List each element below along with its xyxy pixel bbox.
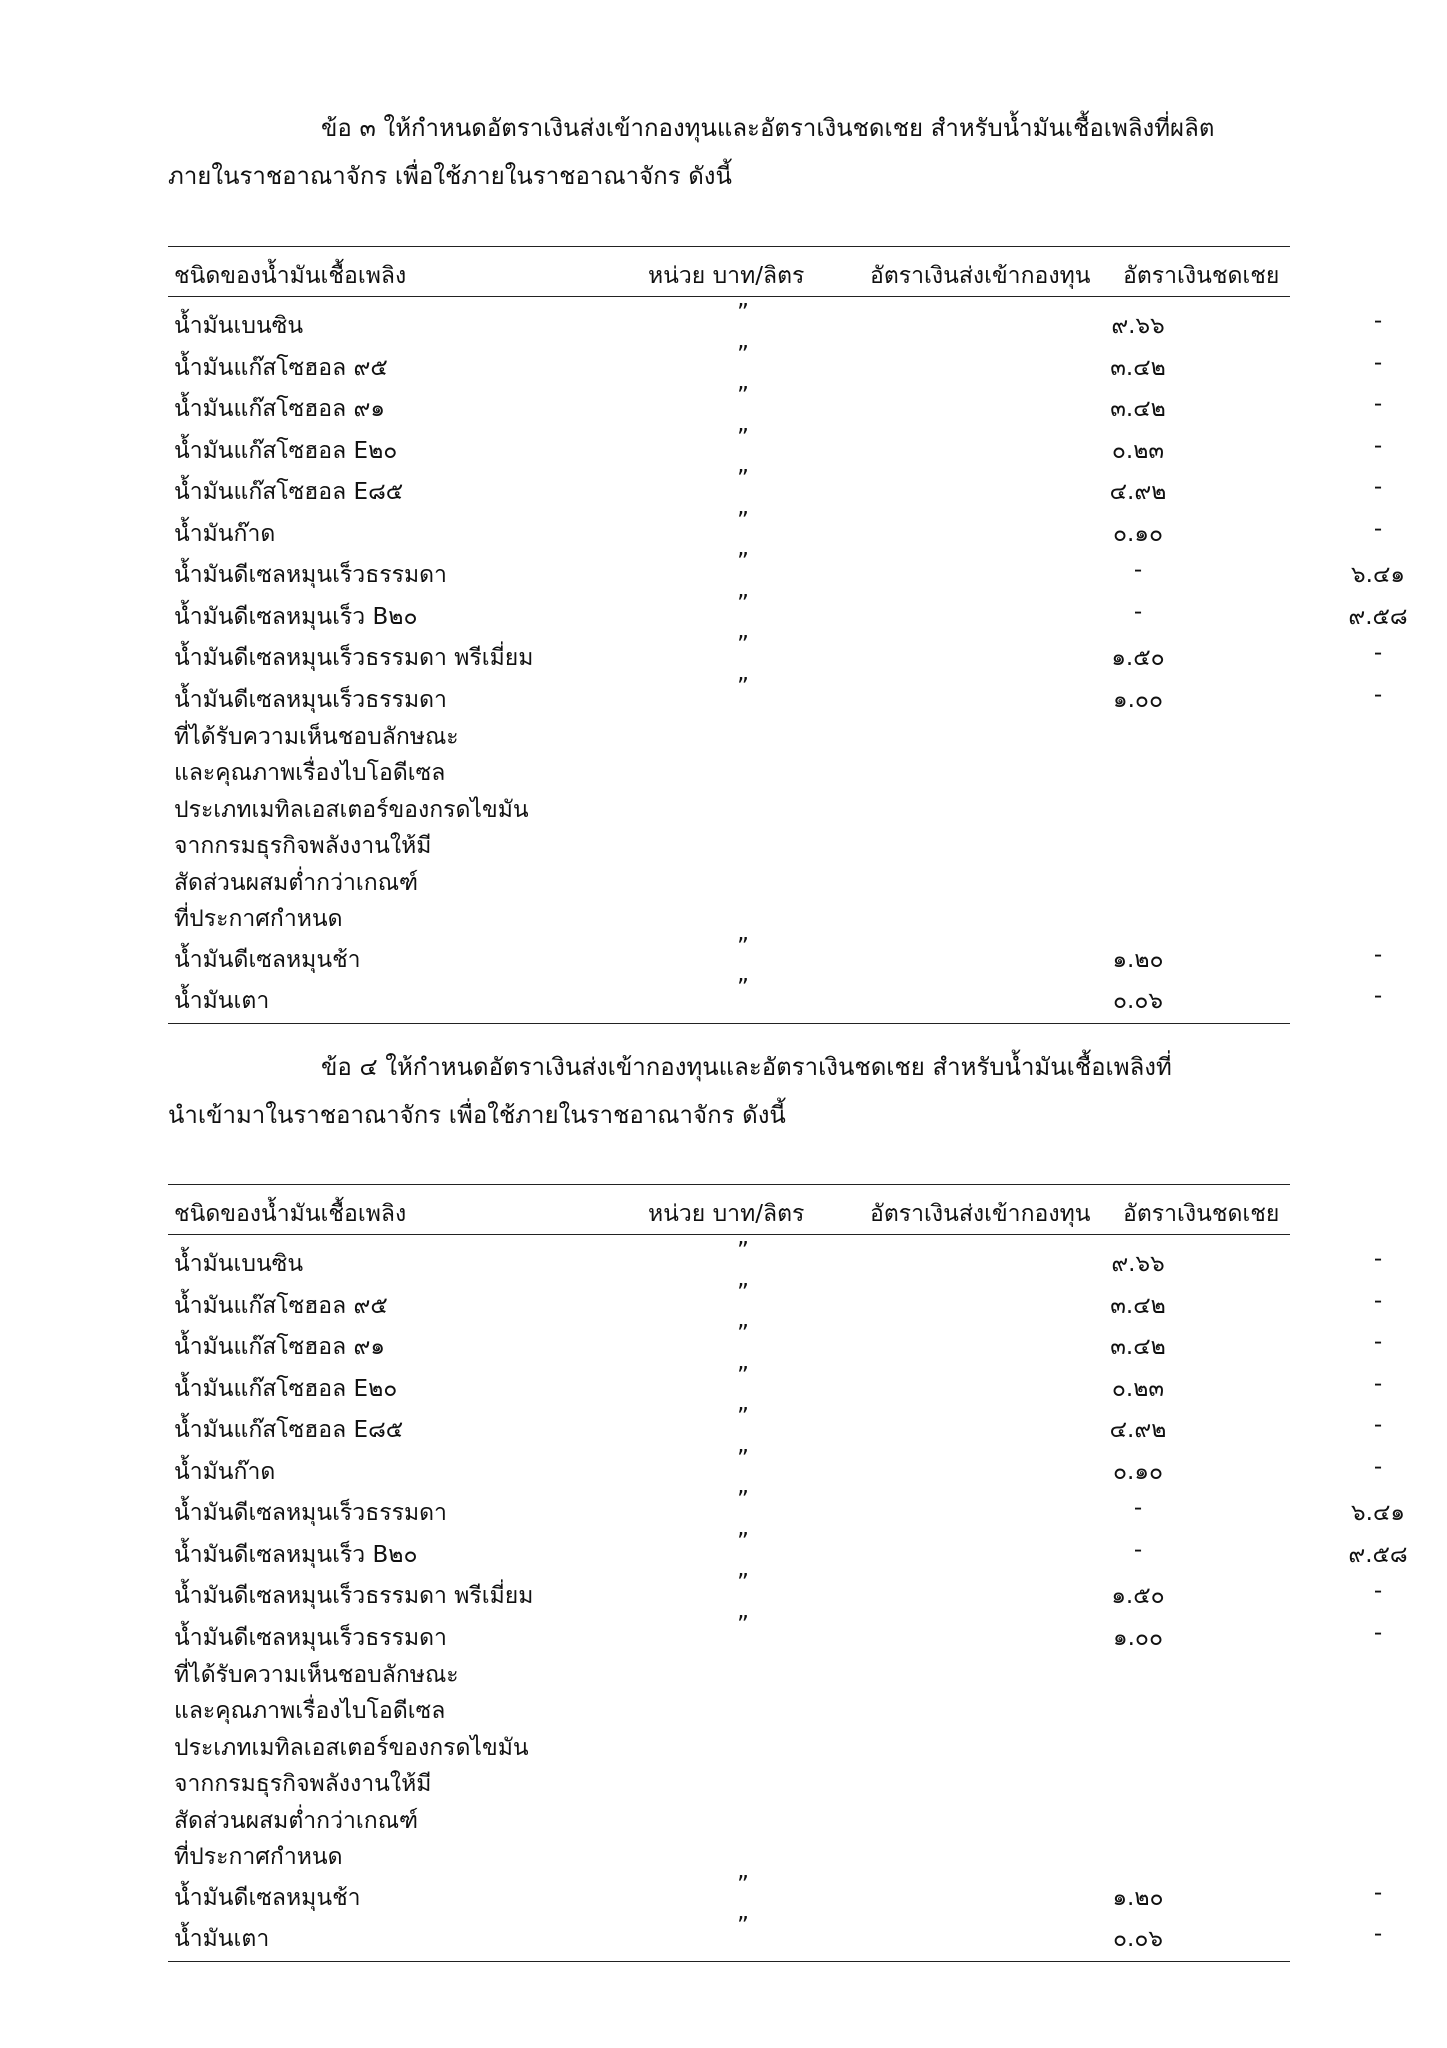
- contribution-rate-value: -: [1133, 1536, 1143, 1563]
- header-fuel-type: ชนิดของน้ำมันเชื้อเพลิง: [174, 263, 407, 289]
- compensation-rate-value: ๖.๔๑: [1351, 1500, 1405, 1526]
- contribution-rate-value: ๑.๐๐: [1113, 686, 1163, 713]
- header-compensation-rate: อัตราเงินชดเชย: [1123, 263, 1280, 289]
- fuel-name: น้ำมันดีเซลหมุนเร็ว B๒๐: [174, 603, 418, 630]
- unit-ditto-mark: ”: [737, 933, 749, 960]
- compensation-rate-value: -: [1373, 681, 1383, 708]
- compensation-rate-value: -: [1373, 1370, 1383, 1397]
- contribution-rate-value: ๓.๔๒: [1110, 1334, 1166, 1360]
- section-1-paragraph-line-1: ข้อ ๓ ให้กำหนดอัตราเงินส่งเข้ากองทุนและอัตราเงินชดเชย สำหรับน้ำมันเชื้อเพลิงที่ผลิต: [321, 114, 1215, 142]
- header-contribution-rate: อัตราเงินส่งเข้ากองทุน: [870, 1201, 1091, 1227]
- header-fuel-type: ชนิดของน้ำมันเชื้อเพลิง: [174, 1201, 407, 1227]
- fuel-name: น้ำมันดีเซลหมุนเร็วธรรมดา: [174, 562, 447, 588]
- unit-ditto-mark: ”: [737, 1570, 749, 1596]
- compensation-rate-value: -: [1373, 1246, 1383, 1272]
- unit-ditto-mark: ”: [737, 975, 749, 1001]
- contribution-rate-value: ๙.๖๖: [1111, 313, 1165, 339]
- unit-ditto-mark: ”: [737, 341, 749, 368]
- fuel-name-continuation: สัดส่วนผสมต่ำกว่าเกณฑ์: [174, 1807, 419, 1834]
- contribution-rate-value: -: [1133, 598, 1143, 625]
- unit-ditto-mark: ”: [737, 1404, 749, 1430]
- compensation-rate-value: ๖.๔๑: [1351, 562, 1405, 588]
- unit-ditto-mark: ”: [737, 1871, 749, 1898]
- fuel-name-continuation: ที่ประกาศกำหนด: [174, 1844, 343, 1870]
- fuel-name: น้ำมันดีเซลหมุนเร็วธรรมดา: [174, 1624, 447, 1651]
- compensation-rate-value: -: [1373, 1619, 1383, 1646]
- compensation-rate-value: -: [1373, 1578, 1383, 1604]
- fuel-name: น้ำมันดีเซลหมุนเร็วธรรมดา พรีเมี่ยม: [174, 645, 534, 671]
- fuel-name-continuation: จากกรมธุรกิจพลังงานให้มี: [174, 1771, 432, 1797]
- fuel-name: น้ำมันแก๊สโซฮอล ๙๑: [174, 1334, 385, 1360]
- contribution-rate-value: ๓.๔๒: [1110, 396, 1166, 422]
- fuel-name: น้ำมันแก๊สโซฮอล ๙๑: [174, 396, 385, 422]
- section-2-paragraph-line-1: ข้อ ๔ ให้กำหนดอัตราเงินส่งเข้ากองทุนและอัตราเงินชดเชย สำหรับน้ำมันเชื้อเพลิงที่: [321, 1053, 1172, 1081]
- compensation-rate-value: -: [1373, 1921, 1383, 1947]
- unit-ditto-mark: ”: [737, 1528, 749, 1555]
- table-top-rule: [168, 246, 1290, 247]
- unit-ditto-mark: ”: [737, 300, 749, 326]
- contribution-rate-value: ๐.๒๓: [1111, 1375, 1165, 1402]
- compensation-rate-value: -: [1373, 1329, 1383, 1355]
- header-compensation-rate: อัตราเงินชดเชย: [1123, 1201, 1280, 1227]
- fuel-name: น้ำมันแก๊สโซฮอล E๒๐: [174, 1375, 398, 1402]
- fuel-name-continuation: ประเภทเมทิลเอสเตอร์ของกรดไขมัน: [174, 1734, 529, 1761]
- compensation-rate-value: -: [1373, 941, 1383, 968]
- contribution-rate-value: ๑.๕๐: [1111, 1583, 1165, 1609]
- table-top-rule: [168, 1184, 1290, 1185]
- fuel-name-continuation: และคุณภาพเรื่องไบโอดีเซล: [174, 1698, 446, 1724]
- contribution-rate-value: ๓.๔๒: [1110, 354, 1166, 381]
- fuel-name-continuation: สัดส่วนผสมต่ำกว่าเกณฑ์: [174, 869, 419, 896]
- contribution-rate-value: ๐.๐๖: [1113, 1926, 1163, 1952]
- contribution-rate-value: ๑.๕๐: [1111, 645, 1165, 671]
- header-unit: หน่วย บาท/ลิตร: [648, 1201, 805, 1227]
- fuel-name-continuation: ประเภทเมทิลเอสเตอร์ของกรดไขมัน: [174, 796, 529, 823]
- compensation-rate-value: -: [1373, 1287, 1383, 1314]
- contribution-rate-value: ๔.๙๒: [1109, 1417, 1167, 1443]
- fuel-name: น้ำมันแก๊สโซฮอล ๙๕: [174, 354, 388, 381]
- fuel-name-continuation: ที่ประกาศกำหนด: [174, 906, 343, 932]
- unit-ditto-mark: ”: [737, 1321, 749, 1347]
- contribution-rate-value: -: [1133, 1495, 1143, 1521]
- unit-ditto-mark: ”: [737, 590, 749, 617]
- compensation-rate-value: -: [1373, 432, 1383, 459]
- unit-ditto-mark: ”: [737, 466, 749, 492]
- fuel-name: น้ำมันแก๊สโซฮอล ๙๕: [174, 1292, 388, 1319]
- unit-ditto-mark: ”: [737, 1487, 749, 1513]
- fuel-name: น้ำมันดีเซลหมุนเร็ว B๒๐: [174, 1541, 418, 1568]
- fuel-name: น้ำมันก๊าด: [174, 520, 276, 547]
- fuel-name: น้ำมันดีเซลหมุนเร็วธรรมดา: [174, 1500, 447, 1526]
- unit-ditto-mark: ”: [737, 1611, 749, 1638]
- contribution-rate-value: ๓.๔๒: [1110, 1292, 1166, 1319]
- fuel-name: น้ำมันดีเซลหมุนเร็วธรรมดา: [174, 686, 447, 713]
- unit-ditto-mark: ”: [737, 1913, 749, 1939]
- unit-ditto-mark: ”: [737, 383, 749, 409]
- fuel-name: น้ำมันดีเซลหมุนช้า: [174, 1884, 361, 1911]
- fuel-name: น้ำมันก๊าด: [174, 1458, 276, 1485]
- contribution-rate-value: ๐.๒๓: [1111, 437, 1165, 464]
- compensation-rate-value: ๙.๕๘: [1348, 603, 1408, 630]
- fuel-name: น้ำมันแก๊สโซฮอล E๘๕: [174, 1417, 404, 1443]
- contribution-rate-value: ๑.๒๐: [1112, 946, 1164, 973]
- fuel-name: น้ำมันแก๊สโซฮอล E๒๐: [174, 437, 398, 464]
- contribution-rate-value: ๐.๑๐: [1113, 1458, 1163, 1485]
- header-contribution-rate: อัตราเงินส่งเข้ากองทุน: [870, 263, 1091, 289]
- fuel-name-continuation: และคุณภาพเรื่องไบโอดีเซล: [174, 760, 446, 786]
- compensation-rate-value: -: [1373, 391, 1383, 417]
- fuel-name-continuation: ที่ได้รับความเห็นชอบลักษณะ: [174, 723, 459, 750]
- unit-ditto-mark: ”: [737, 632, 749, 658]
- contribution-rate-value: ๔.๙๒: [1109, 479, 1167, 505]
- unit-ditto-mark: ”: [737, 549, 749, 575]
- header-rule: [168, 296, 1290, 297]
- unit-ditto-mark: ”: [737, 1445, 749, 1472]
- fuel-name: น้ำมันเตา: [174, 1926, 270, 1952]
- unit-ditto-mark: ”: [737, 1238, 749, 1264]
- compensation-rate-value: -: [1373, 1879, 1383, 1906]
- contribution-rate-value: ๑.๒๐: [1112, 1884, 1164, 1911]
- table-bottom-rule: [168, 1961, 1290, 1962]
- header-rule: [168, 1234, 1290, 1235]
- section-2-paragraph-line-2: นำเข้ามาในราชอาณาจักร เพื่อใช้ภายในราชอาณาจักร ดังนี้: [168, 1101, 786, 1129]
- compensation-rate-value: -: [1373, 308, 1383, 334]
- table-bottom-rule: [168, 1023, 1290, 1024]
- compensation-rate-value: -: [1373, 1412, 1383, 1438]
- compensation-rate-value: -: [1373, 474, 1383, 500]
- compensation-rate-value: -: [1373, 640, 1383, 666]
- header-unit: หน่วย บาท/ลิตร: [648, 263, 805, 289]
- unit-ditto-mark: ”: [737, 424, 749, 451]
- compensation-rate-value: -: [1373, 349, 1383, 376]
- fuel-name: น้ำมันเบนซิน: [174, 1251, 304, 1277]
- contribution-rate-value: -: [1133, 557, 1143, 583]
- compensation-rate-value: ๙.๕๘: [1348, 1541, 1408, 1568]
- unit-ditto-mark: ”: [737, 1279, 749, 1306]
- unit-ditto-mark: ”: [737, 673, 749, 700]
- unit-ditto-mark: ”: [737, 1362, 749, 1389]
- contribution-rate-value: ๑.๐๐: [1113, 1624, 1163, 1651]
- fuel-name: น้ำมันดีเซลหมุนเร็วธรรมดา พรีเมี่ยม: [174, 1583, 534, 1609]
- fuel-name: น้ำมันเตา: [174, 988, 270, 1014]
- compensation-rate-value: -: [1373, 983, 1383, 1009]
- contribution-rate-value: ๐.๐๖: [1113, 988, 1163, 1014]
- fuel-name: น้ำมันดีเซลหมุนช้า: [174, 946, 361, 973]
- fuel-name: น้ำมันเบนซิน: [174, 313, 304, 339]
- unit-ditto-mark: ”: [737, 507, 749, 534]
- fuel-name-continuation: ที่ได้รับความเห็นชอบลักษณะ: [174, 1661, 459, 1688]
- compensation-rate-value: -: [1373, 1453, 1383, 1480]
- contribution-rate-value: ๙.๖๖: [1111, 1251, 1165, 1277]
- compensation-rate-value: -: [1373, 515, 1383, 542]
- section-1-paragraph-line-2: ภายในราชอาณาจักร เพื่อใช้ภายในราชอาณาจักร ดังนี้: [168, 162, 732, 190]
- contribution-rate-value: ๐.๑๐: [1113, 520, 1163, 547]
- fuel-name-continuation: จากกรมธุรกิจพลังงานให้มี: [174, 833, 432, 859]
- fuel-name: น้ำมันแก๊สโซฮอล E๘๕: [174, 479, 404, 505]
